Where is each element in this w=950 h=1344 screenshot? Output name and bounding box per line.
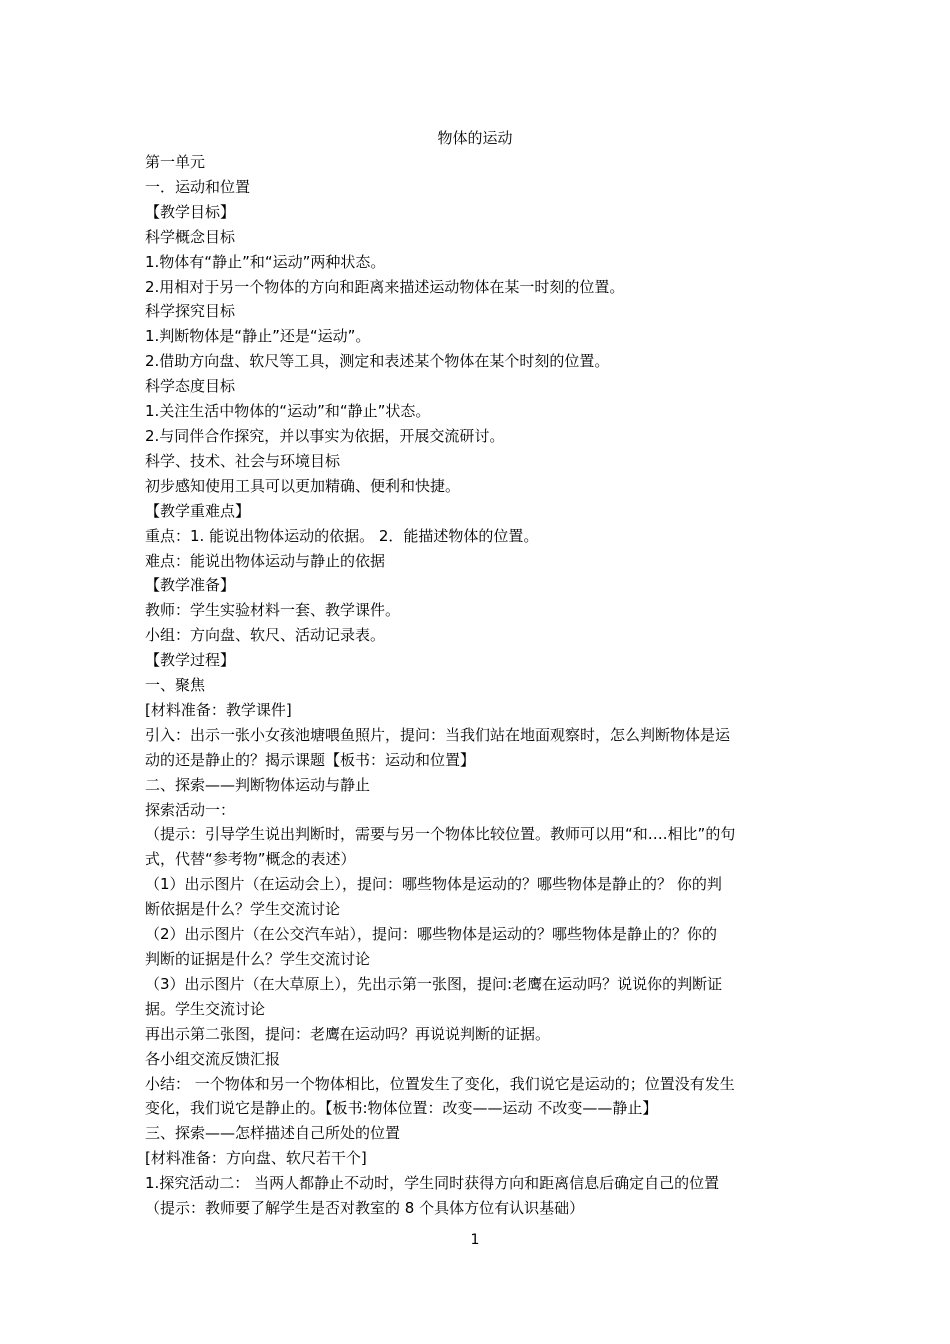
text-line: [材料准备：教学课件] (145, 700, 292, 719)
text-line: 判断的证据是什么？学生交流讨论 (145, 950, 371, 968)
text-line: 1.探究活动二： 当两人都静止不动时，学生同时获得方向和距离信息后确定自己的位置 (145, 1174, 720, 1193)
text-line: 小结： 一个物体和另一个物体相比，位置发生了变化，我们说它是运动的；位置没有发生 (145, 1074, 735, 1093)
text-line: 初步感知使用工具可以更加精确、便利和快捷。 (145, 476, 461, 495)
document-title: 物体的运动 (437, 129, 513, 147)
text-line: 【教学过程】 (145, 651, 236, 670)
text-line: 2.借助方向盘、软尺等工具，测定和表述某个物体在某个时刻的位置。 (145, 352, 610, 371)
text-line: （1）出示图片（在运动会上），提问：哪些物体是运动的？哪些物体是静止的？ 你的判 (145, 875, 722, 894)
text-line: 1.关注生活中物体的“运动”和“静止”状态。 (145, 402, 431, 421)
text-line: 第一单元 (145, 153, 206, 171)
text-line: 【教学重难点】 (145, 501, 251, 520)
text-line: （3）出示图片（在大草原上），先出示第一张图，提问:老鹰在运动吗？说说你的判断证 (145, 974, 723, 993)
text-line: （2）出示图片（在公交汽车站），提问：哪些物体是运动的？哪些物体是静止的？你的 (145, 925, 718, 944)
text-line: 一．运动和位置 (145, 177, 251, 196)
text-line: 1.判断物体是“静止”还是“运动”。 (145, 327, 371, 346)
text-line: 动的还是静止的？揭示课题【板书：运动和位置】 (145, 750, 476, 769)
text-line: 探索活动一： (145, 800, 236, 819)
text-line: （提示：引导学生说出判断时，需要与另一个物体比较位置。教师可以用“和….相比”的句 (145, 825, 736, 844)
text-line: 教师：学生实验材料一套、教学课件。 (145, 601, 401, 620)
text-line: 二、探索——判断物体运动与静止 (145, 775, 371, 794)
text-line: 三、探索——怎样描述自己所处的位置 (145, 1124, 401, 1143)
text-line: 重点：1. 能说出物体运动的依据。 2．能描述物体的位置。 (145, 526, 539, 545)
text-line: 再出示第二张图，提问：老鹰在运动吗？再说说判断的证据。 (145, 1024, 551, 1043)
text-line: [材料准备：方向盘、软尺若干个] (145, 1149, 367, 1168)
text-line: 【教学目标】 (145, 202, 236, 221)
text-line: 【教学准备】 (145, 576, 236, 595)
text-line: 科学态度目标 (145, 377, 236, 396)
text-line: 小组：方向盘、软尺、活动记录表。 (145, 626, 386, 645)
text-line: （提示：教师要了解学生是否对教室的 8 个具体方位有认识基础） (145, 1199, 585, 1218)
document-body (145, 150, 807, 1221)
text-line: 1.物体有“静止”和“运动”两种状态。 (145, 252, 386, 271)
text-line: 科学、技术、社会与环境目标 (145, 451, 341, 470)
text-line: 科学探究目标 (145, 302, 236, 321)
text-line: 各小组交流反馈汇报 (145, 1049, 281, 1068)
text-line: 据。学生交流讨论 (145, 999, 266, 1018)
text-line: 一、聚焦 (145, 676, 206, 695)
text-line: 变化，我们说它是静止的。【板书:物体位置：改变——运动 不改变——静止】 (145, 1099, 658, 1118)
text-line: 科学概念目标 (145, 227, 236, 246)
text-line: 式，代替“参考物”概念的表述） (145, 850, 356, 869)
text-line: 难点：能说出物体运动与静止的依据 (145, 551, 386, 570)
page-number: 1 (470, 1232, 480, 1248)
text-line: 2.用相对于另一个物体的方向和距离来描述运动物体在某一时刻的位置。 (145, 277, 625, 296)
text-line: 2.与同伴合作探究，并以事实为依据，开展交流研讨。 (145, 426, 505, 445)
text-line: 断依据是什么？学生交流讨论 (145, 900, 341, 919)
text-line: 引入：出示一张小女孩池塘喂鱼照片，提问：当我们站在地面观察时，怎么判断物体是运 (145, 725, 731, 744)
